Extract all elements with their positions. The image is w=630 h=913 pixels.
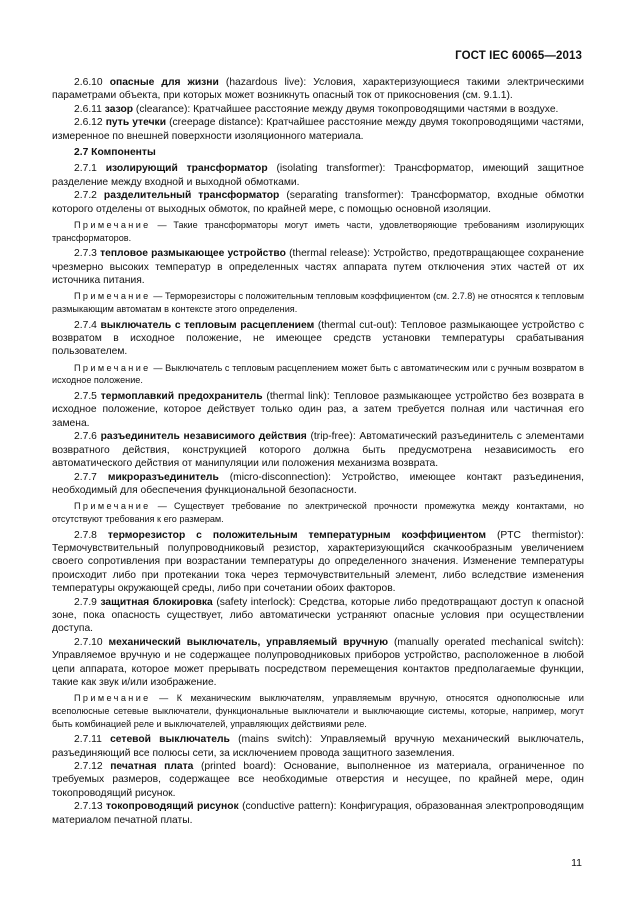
note-2-7-3: Примечание — Терморезисторы с положительным тепловым коэффициентом (см. 2.7.8) не относятся к тепловым размыкающим автоматам в контексте этого определения. [52, 291, 584, 315]
clause-2-7-1: 2.7.1 изолирующий трансформатор (isolating transformer): Трансформатор, имеющий защитное разделение между входной и выходной обмотками. [52, 163, 584, 188]
note-2-7-7: Примечание — Существует требование по электрической прочности промежутка между контактами, но отсутствуют требования к его размерам. [52, 501, 584, 524]
term: механический выключатель, управляемый вручную [108, 636, 389, 648]
term: токопроводящий рисунок [106, 801, 239, 813]
clause-2-7-9: 2.7.9 защитная блокировка (safety interlock): Средства, которые либо предотвращают доступ к опасной зоне, пока опасность существует, либо автоматически устраняют опасные условия при осуществлении доступа. [52, 596, 584, 635]
term: опасные для жизни [109, 77, 219, 88]
term: выключатель с тепловым расцеплением [100, 319, 315, 331]
term: тепловое размыкающее устройство [100, 248, 286, 260]
term: микроразъединитель [107, 471, 219, 483]
term: терморезистор с положительным температурным коэффициентом [107, 529, 486, 541]
document-header: ГОСТ IEC 60065—2013 [455, 50, 582, 62]
clause-2-7-2: 2.7.2 разделительный трансформатор (separating transformer): Трансформатор, входные обмотки которого отделены от выходных обмоток, по крайней мере, с помощью основной изоляции. [52, 190, 584, 215]
clause-2-7-8: 2.7.8 терморезистор с положительным температурным коэффициентом (PTC thermistor): Термочувствительный полупроводниковый резистор, характеризующийся скачкообразным увеличением своего сопротивления при возрастании температуры до определенного значения. Изменение температуры происходит либо при протекании тока через термочувствительный элемент, либо вследствие изменения температуры окружающей среды, либо при сочетании обоих факторов. [52, 529, 584, 595]
clause-2-7-13: 2.7.13 токопроводящий рисунок (conductive pattern): Конфигурация, образованная электропроводящим материалом печатной платы. [52, 801, 584, 826]
document-body [52, 76, 584, 827]
note-2-7-10: Примечание — К механическим выключателям, управляемым вручную, относятся однополюсные или всеполюсные сетевые выключатели, функциональные выключатели и выключающие системы, которые, например, могут быть комбинацией реле и выключателей, управляющих действиями реле. [52, 693, 584, 729]
term: защитная блокировка [100, 596, 213, 608]
clause-2-7-6: 2.7.6 разъединитель независимого действия (trip-free): Автоматический разъединитель с элементами возвратного действия, конструкцией которого должна быть предусмотрена независимость его автоматического действия от манипуляции или положения механизма возврата. [52, 431, 584, 470]
clause-2-7-12: 2.7.12 печатная плата (printed board): Основание, выполненное из материала, ограниченное по требуемых размеров, содержащее все необходимые отверстия и несущее, по крайней мере, один токопроводящий рисунок. [52, 760, 584, 799]
page-number: 11 [571, 857, 582, 869]
clause-2-6-10: 2.6.10 опасные для жизни (hazardous live): Условия, характеризующиеся такими электрическими параметрами объекта, при которых может возникнуть опасный ток от прикосновения (см. 9.1.1). [52, 77, 584, 102]
note-2-7-4: Примечание — Выключатель с тепловым расцеплением может быть с автоматическим или с ручным возвратом в исходное положение. [52, 362, 585, 386]
term: печатная плата [110, 760, 194, 772]
clause-2-7-7: 2.7.7 микроразъединитель (micro-disconnection): Устройство, имеющее контакт разъединения, необходимый для обеспечения функциональной безопасности. [52, 471, 584, 496]
clause-2-6-11: 2.6.11 зазор (clearance): Кратчайшее расстояние между двумя токопроводящими частями в воздухе. [74, 103, 559, 115]
term: термоплавкий предохранитель [100, 391, 263, 403]
clause-2-7-10: 2.7.10 механический выключатель, управляемый вручную (manually operated mechanical switch): Управляемое вручную и не содержащее полупроводниковых приборов устройство, расположенное в любой цепи аппарата, которое может прерывать посредством перемещения контактов предполагаемые функции, такие как звук и/или изображение. [52, 636, 584, 688]
clause-2-7-11: 2.7.11 сетевой выключатель (mains switch): Управляемый вручную механический выключатель, разъединяющий все полюсы сети, за исключением провода защитного заземления. [52, 734, 584, 759]
term: сетевой выключатель [110, 734, 230, 746]
term: путь утечки [105, 117, 167, 129]
term: разделительный трансформатор [103, 190, 280, 202]
note-2-7-2: Примечание — Такие трансформаторы могут иметь части, удовлетворяющие требованиям изолирующих трансформаторов. [52, 220, 585, 243]
term: зазор [104, 103, 134, 115]
clause-2-7-4: 2.7.4 выключатель с тепловым расцеплением (thermal cut-out): Тепловое размыкающее устройство с возвратом в исходное положение, не имеющее средств установки температуры срабатывания пользователем. [52, 319, 584, 358]
term: изолирующий трансформатор [105, 163, 268, 175]
section-heading: 2.7 Компоненты [74, 147, 156, 159]
clause-2-7-5: 2.7.5 термоплавкий предохранитель (thermal link): Тепловое размыкающее устройство без возврата в исходное положение, которое действует только один раз, а затем требуется полная или частичная его замена. [52, 391, 584, 429]
term: разъединитель независимого действия [100, 431, 307, 443]
clause-2-7-3: 2.7.3 тепловое размыкающее устройство (thermal release): Устройство, предотвращающее сохранение чрезмерно высоких температур в определенных частях аппарата путем отключения этих частей от их источника питания. [52, 248, 584, 287]
clause-2-6-12: 2.6.12 путь утечки (creepage distance): Кратчайшее расстояние между двумя токопроводящими частями, измеренное по внешней поверхности изоляционного материала. [52, 117, 584, 142]
